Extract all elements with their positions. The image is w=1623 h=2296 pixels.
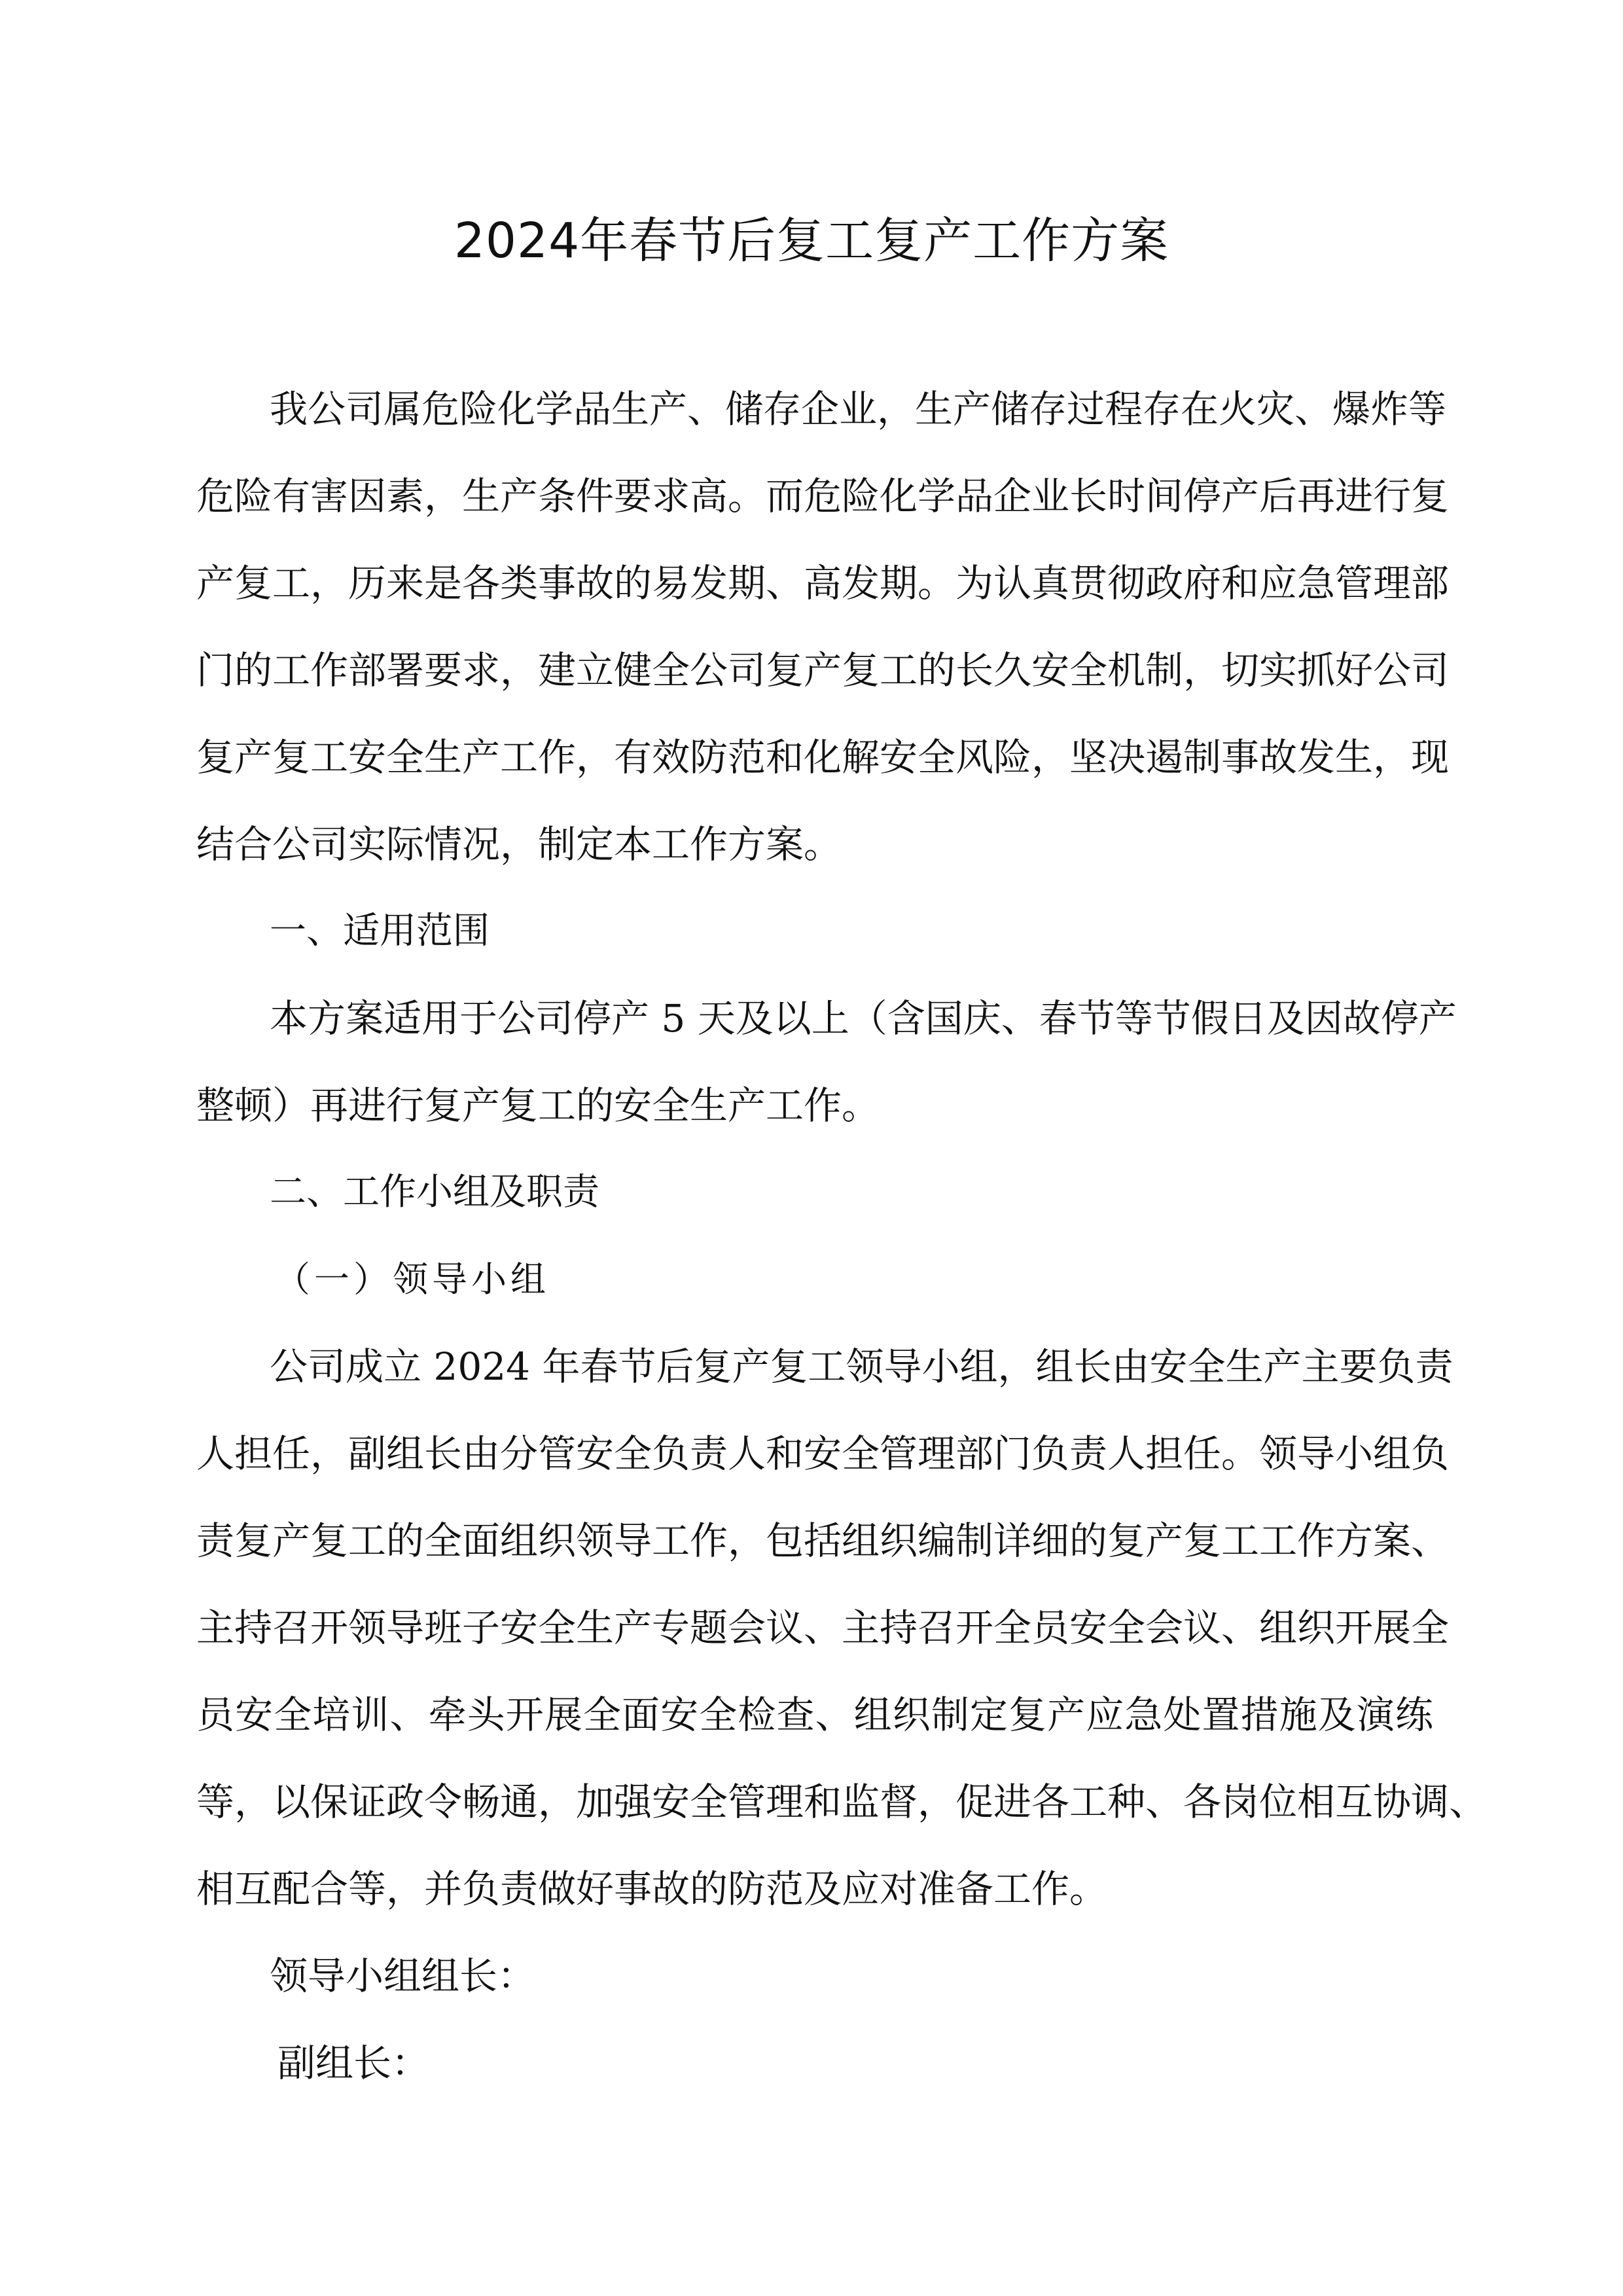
section-line: 人担任，副组长由分管安全负责人和安全管理部门负责人担任。领导小组负 bbox=[196, 1431, 1450, 1476]
deputy-label: 副组长： bbox=[277, 2041, 430, 2085]
intro-line: 我公司属危险化学品生产、储存企业，生产储存过程存在火灾、爆炸等 bbox=[270, 387, 1447, 431]
section-line: 公司成立 2024 年春节后复产复工领导小组，组长由安全生产主要负责 bbox=[270, 1344, 1454, 1389]
section-line: 相互配合等，并负责做好事故的防范及应对准备工作。 bbox=[196, 1867, 1108, 1911]
section-heading: 一、适用范围 bbox=[270, 910, 490, 952]
intro-line: 危险有害因素，生产条件要求高。而危险化学品企业长时间停产后再进行复 bbox=[196, 474, 1450, 518]
intro-line: 产复工，历来是各类事故的易发期、高发期。为认真贯彻政府和应急管理部 bbox=[196, 561, 1450, 605]
section-heading: 二、工作小组及职责 bbox=[270, 1171, 599, 1213]
section-line: 等，以保证政令畅通，加强安全管理和监督，促进各工种、各岗位相互协调、 bbox=[196, 1780, 1488, 1824]
document-title: 2024年春节后复工复产工作方案 bbox=[454, 213, 1169, 269]
section-line: 责复产复工的全面组织领导工作，包括组织编制详细的复产复工工作方案、 bbox=[196, 1518, 1450, 1563]
section-line: 本方案适用于公司停产 5 天及以上（含国庆、春节等节假日及因故停产 bbox=[270, 996, 1457, 1041]
leader-label: 领导小组组长： bbox=[270, 1954, 536, 1998]
section-line: 整顿）再进行复产复工的安全生产工作。 bbox=[196, 1083, 880, 1128]
intro-line: 结合公司实际情况，制定本工作方案。 bbox=[196, 822, 842, 867]
intro-line: 门的工作部署要求，建立健全公司复产复工的长久安全机制，切实抓好公司 bbox=[196, 648, 1450, 692]
subsection-heading: （一）领导小组 bbox=[275, 1259, 550, 1300]
section-line: 员安全培训、牵头开展全面安全检查、组织制定复产应急处置措施及演练 bbox=[196, 1693, 1433, 1737]
intro-line: 复产复工安全生产工作，有效防范和化解安全风险，坚决遏制事故发生，现 bbox=[196, 735, 1450, 780]
section-line: 主持召开领导班子安全生产专题会议、主持召开全员安全会议、组织开展全 bbox=[196, 1605, 1450, 1650]
